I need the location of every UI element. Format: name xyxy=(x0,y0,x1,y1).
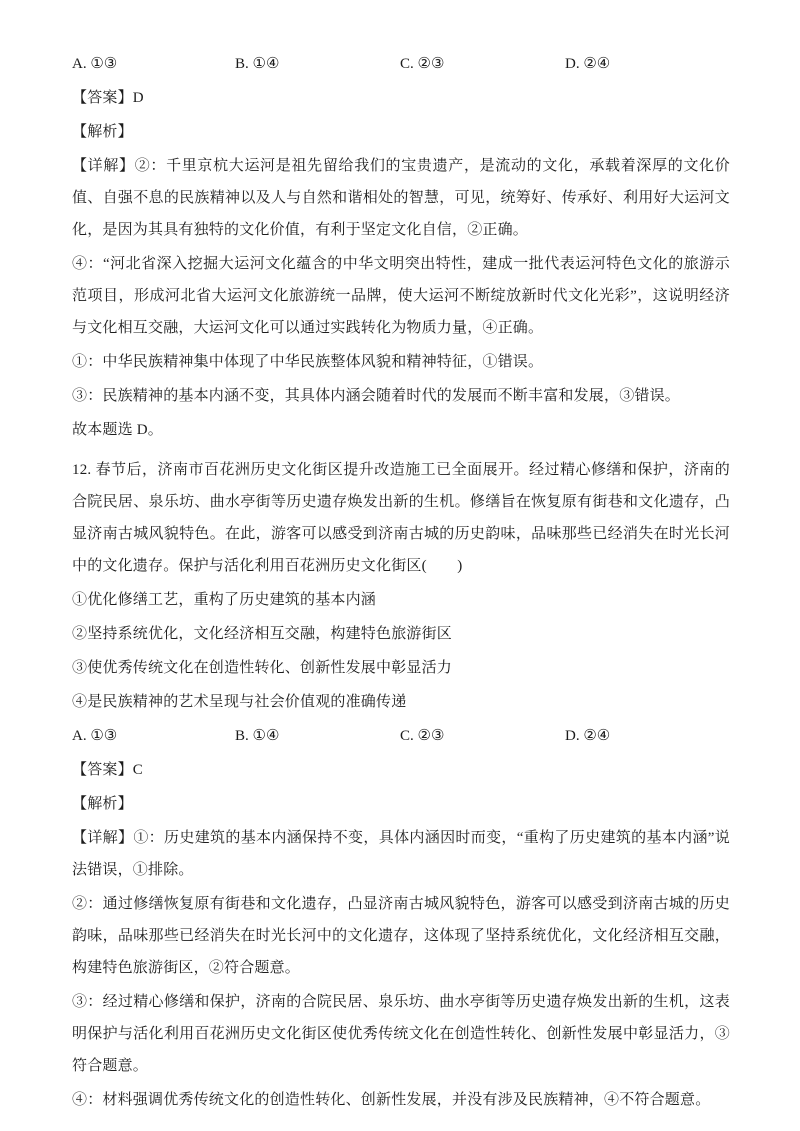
question-12-section xyxy=(72,454,730,1116)
q12-statement-2: ②坚持系统优化，文化经济相互交融，构建特色旅游街区 xyxy=(72,626,453,642)
q11-option-b: B. ①④ xyxy=(235,56,280,72)
q11-detail-paragraph-4: ③：民族精神的基本内涵不变，其具体内涵会随着时代的发展而不断丰富和发展，③错误。 xyxy=(72,388,681,404)
q11-conclusion-line: 故本题选 D。 xyxy=(72,422,163,438)
q12-statement-4: ④是民族精神的艺术呈现与社会价值观的准确传递 xyxy=(72,694,407,710)
q12-detail-paragraph-3: ③：经过精心修缮和保护，济南的合院民居、泉乐坊、曲水亭街等历史遗存焕发出新的生机，这表明保护与活化利用百花洲历史文化街区使优秀传统文化在创造性转化、创新性发展中彰显活力，③符合题意。 xyxy=(72,994,730,1074)
q12-detail-paragraph-1: 【详解】①：历史建筑的基本内涵保持不变，具体内涵因时而变，“重构了历史建筑的基本内涵”说法错误，①排除。 xyxy=(72,830,730,878)
q12-answer-line: 【答案】C xyxy=(72,762,144,778)
q11-analysis-label: 【解析】 xyxy=(72,124,133,140)
q11-option-a: A. ①③ xyxy=(72,56,118,72)
q11-detail-paragraph-3: ①：中华民族精神集中体现了中华民族整体风貌和精神特征，①错误。 xyxy=(72,354,544,370)
q12-option-d: D. ②④ xyxy=(565,728,611,744)
q11-option-d: D. ②④ xyxy=(565,56,611,72)
q12-option-c: C. ②③ xyxy=(400,728,445,744)
q11-option-c: C. ②③ xyxy=(400,56,445,72)
q12-statement-1: ①优化修缮工艺，重构了历史建筑的基本内涵 xyxy=(72,592,377,608)
q12-option-b: B. ①④ xyxy=(235,728,280,744)
q11-answer-line: 【答案】D xyxy=(72,90,144,106)
q12-stem: 12. 春节后，济南市百花洲历史文化街区提升改造施工已全面展开。经过精心修缮和保护，济南的合院民居、泉乐坊、曲水亭街等历史遗存焕发出新的生机。修缮旨在恢复原有街巷和文化遗存，凸显济南古城风貌特色。在此，游客可以感受到济南古城的历史韵味，品味那些已经消失在时光长河中的文化遗存。保护与活化利用百花洲历史文化街区( ) xyxy=(72,462,730,574)
q12-options-row xyxy=(72,720,730,752)
q12-detail-paragraph-4: ④：材料强调优秀传统文化的创造性转化、创新性发展，并没有涉及民族精神，④不符合题意。 xyxy=(72,1092,711,1108)
q12-option-a: A. ①③ xyxy=(72,728,118,744)
q11-detail-paragraph-2: ④：“河北省深入挖掘大运河文化蕴含的中华文明突出特性，建成一批代表运河特色文化的旅游示范项目，形成河北省大运河文化旅游统一品牌，使大运河不断绽放新时代文化光彩”，这说明经济与文化相互交融，大运河文化可以通过实践转化为物质力量，④正确。 xyxy=(72,256,730,336)
q12-detail-paragraph-2: ②：通过修缮恢复原有街巷和文化遗存，凸显济南古城风貌特色，游客可以感受到济南古城的历史韵味，品味那些已经消失在时光长河中的文化遗存，这体现了坚持系统优化，文化经济相互交融，构建特色旅游街区，②符合题意。 xyxy=(72,896,730,976)
q12-analysis-label: 【解析】 xyxy=(72,796,133,812)
q12-statement-3: ③使优秀传统文化在创造性转化、创新性发展中彰显活力 xyxy=(72,660,453,676)
q11-options-row xyxy=(72,48,730,80)
q11-detail-paragraph-1: 【详解】②：千里京杭大运河是祖先留给我们的宝贵遗产，是流动的文化，承载着深厚的文化价值、自强不息的民族精神以及人与自然和谐相处的智慧，可见，统筹好、传承好、利用好大运河文化，是因为其具有独特的文化价值，有利于坚定文化自信，②正确。 xyxy=(72,158,730,238)
question-11-answer-section xyxy=(72,48,730,446)
